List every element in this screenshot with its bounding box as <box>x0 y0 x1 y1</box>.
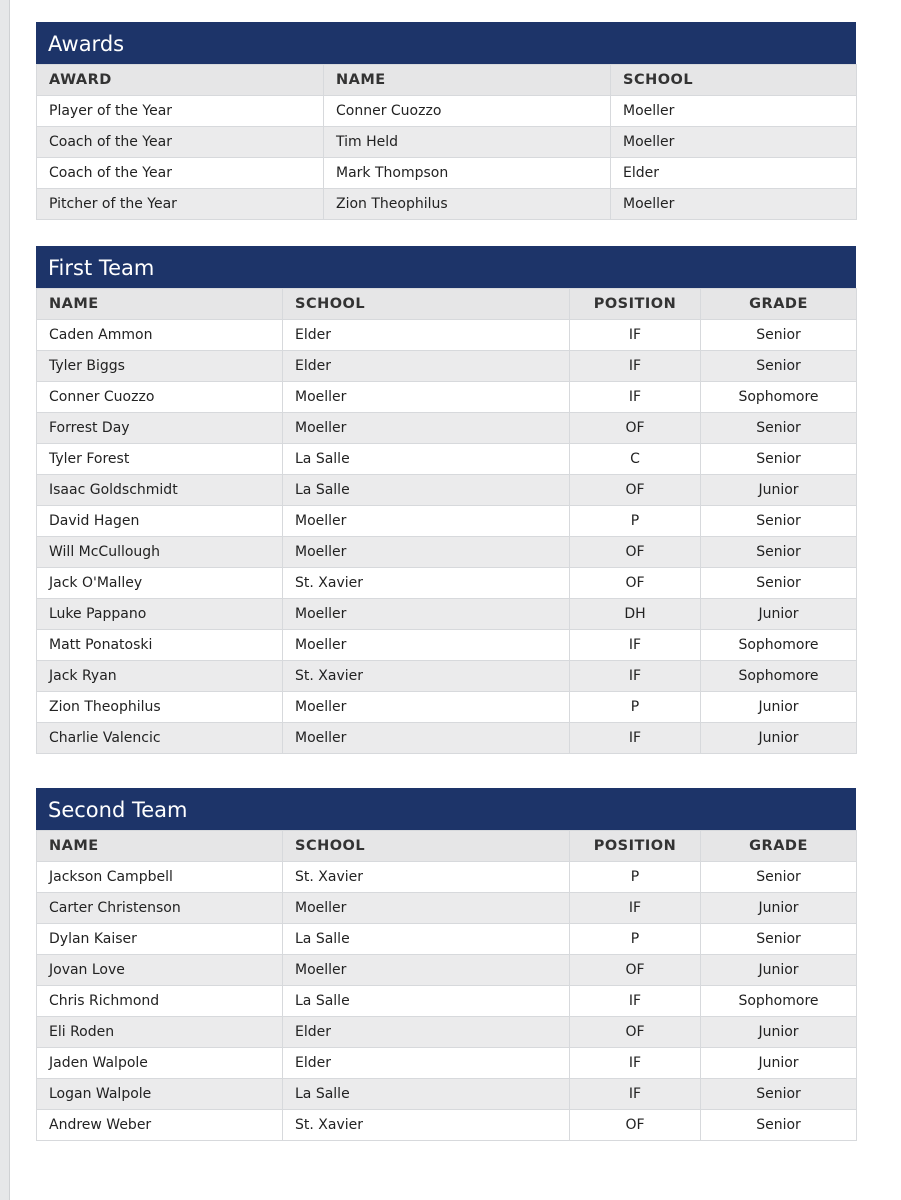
name-cell: Zion Theophilus <box>324 189 611 220</box>
school-cell: Moeller <box>283 692 570 723</box>
position-cell: IF <box>570 1048 701 1079</box>
grade-cell: Junior <box>701 1048 857 1079</box>
column-header-name: NAME <box>37 831 283 862</box>
grade-cell: Sophomore <box>701 661 857 692</box>
column-header-name: NAME <box>37 289 283 320</box>
grade-cell: Junior <box>701 955 857 986</box>
position-cell: IF <box>570 661 701 692</box>
table-row <box>37 351 857 382</box>
grade-cell: Senior <box>701 568 857 599</box>
table-row <box>37 568 857 599</box>
name-cell: Zion Theophilus <box>37 692 283 723</box>
school-cell: Moeller <box>283 599 570 630</box>
position-cell: DH <box>570 599 701 630</box>
school-cell: Moeller <box>283 413 570 444</box>
grade-cell: Senior <box>701 320 857 351</box>
school-cell: Moeller <box>283 506 570 537</box>
award-cell: Coach of the Year <box>37 158 324 189</box>
position-cell: IF <box>570 723 701 754</box>
position-cell: IF <box>570 382 701 413</box>
name-cell: Matt Ponatoski <box>37 630 283 661</box>
table-row <box>37 96 857 127</box>
second-team-table <box>36 830 857 1141</box>
name-cell: Isaac Goldschmidt <box>37 475 283 506</box>
grade-cell: Senior <box>701 413 857 444</box>
position-cell: OF <box>570 413 701 444</box>
school-cell: Moeller <box>283 537 570 568</box>
position-cell: IF <box>570 630 701 661</box>
name-cell: Caden Ammon <box>37 320 283 351</box>
name-cell: Andrew Weber <box>37 1110 283 1141</box>
grade-cell: Senior <box>701 537 857 568</box>
school-cell: Moeller <box>283 382 570 413</box>
position-cell: OF <box>570 955 701 986</box>
school-cell: St. Xavier <box>283 568 570 599</box>
table-row <box>37 444 857 475</box>
column-header-grade: GRADE <box>701 831 857 862</box>
second-team-title: Second Team <box>36 788 856 830</box>
grade-cell: Senior <box>701 1110 857 1141</box>
column-header-position: POSITION <box>570 289 701 320</box>
name-cell: Jovan Love <box>37 955 283 986</box>
awards-table <box>36 64 857 220</box>
table-row <box>37 537 857 568</box>
position-cell: P <box>570 862 701 893</box>
grade-cell: Senior <box>701 1079 857 1110</box>
table-row <box>37 893 857 924</box>
school-cell: Moeller <box>283 955 570 986</box>
table-row <box>37 506 857 537</box>
name-cell: Conner Cuozzo <box>324 96 611 127</box>
column-header-award: AWARD <box>37 65 324 96</box>
position-cell: OF <box>570 1017 701 1048</box>
position-cell: IF <box>570 320 701 351</box>
school-cell: Elder <box>611 158 857 189</box>
school-cell: La Salle <box>283 1079 570 1110</box>
award-cell: Player of the Year <box>37 96 324 127</box>
first-team-title: First Team <box>36 246 856 288</box>
name-cell: Tyler Forest <box>37 444 283 475</box>
name-cell: Jaden Walpole <box>37 1048 283 1079</box>
first-team-table <box>36 288 857 754</box>
grade-cell: Sophomore <box>701 630 857 661</box>
grade-cell: Senior <box>701 924 857 955</box>
name-cell: Chris Richmond <box>37 986 283 1017</box>
name-cell: Carter Christenson <box>37 893 283 924</box>
grade-cell: Junior <box>701 599 857 630</box>
position-cell: IF <box>570 986 701 1017</box>
school-cell: St. Xavier <box>283 1110 570 1141</box>
grade-cell: Senior <box>701 862 857 893</box>
school-cell: La Salle <box>283 475 570 506</box>
position-cell: OF <box>570 568 701 599</box>
grade-cell: Senior <box>701 506 857 537</box>
position-cell: OF <box>570 537 701 568</box>
school-cell: St. Xavier <box>283 661 570 692</box>
name-cell: Logan Walpole <box>37 1079 283 1110</box>
name-cell: Conner Cuozzo <box>37 382 283 413</box>
position-cell: P <box>570 924 701 955</box>
name-cell: Mark Thompson <box>324 158 611 189</box>
name-cell: Forrest Day <box>37 413 283 444</box>
table-row <box>37 320 857 351</box>
award-cell: Coach of the Year <box>37 127 324 158</box>
school-cell: La Salle <box>283 444 570 475</box>
position-cell: P <box>570 692 701 723</box>
position-cell: OF <box>570 1110 701 1141</box>
school-cell: St. Xavier <box>283 862 570 893</box>
school-cell: Moeller <box>611 127 857 158</box>
second-team-header-row <box>37 831 857 862</box>
grade-cell: Sophomore <box>701 986 857 1017</box>
position-cell: IF <box>570 351 701 382</box>
table-row <box>37 189 857 220</box>
first-team-header-row <box>37 289 857 320</box>
award-cell: Pitcher of the Year <box>37 189 324 220</box>
name-cell: Dylan Kaiser <box>37 924 283 955</box>
school-cell: Elder <box>283 1017 570 1048</box>
table-row <box>37 1110 857 1141</box>
grade-cell: Senior <box>701 351 857 382</box>
position-cell: IF <box>570 1079 701 1110</box>
position-cell: OF <box>570 475 701 506</box>
column-header-school: SCHOOL <box>283 289 570 320</box>
table-row <box>37 924 857 955</box>
school-cell: Moeller <box>611 189 857 220</box>
table-row <box>37 1048 857 1079</box>
awards-title: Awards <box>36 22 856 64</box>
school-cell: Elder <box>283 1048 570 1079</box>
school-cell: Moeller <box>283 893 570 924</box>
table-row <box>37 413 857 444</box>
table-row <box>37 1079 857 1110</box>
grade-cell: Sophomore <box>701 382 857 413</box>
school-cell: La Salle <box>283 986 570 1017</box>
table-row <box>37 862 857 893</box>
name-cell: Jack O'Malley <box>37 568 283 599</box>
first-team-section <box>36 246 856 754</box>
name-cell: Jackson Campbell <box>37 862 283 893</box>
table-row <box>37 382 857 413</box>
name-cell: Charlie Valencic <box>37 723 283 754</box>
grade-cell: Junior <box>701 692 857 723</box>
school-cell: Moeller <box>283 630 570 661</box>
column-header-school: SCHOOL <box>283 831 570 862</box>
school-cell: Elder <box>283 320 570 351</box>
school-cell: Moeller <box>283 723 570 754</box>
table-row <box>37 986 857 1017</box>
name-cell: Tyler Biggs <box>37 351 283 382</box>
second-team-section <box>36 788 856 1141</box>
table-row <box>37 661 857 692</box>
grade-cell: Junior <box>701 475 857 506</box>
grade-cell: Junior <box>701 893 857 924</box>
grade-cell: Junior <box>701 1017 857 1048</box>
column-header-name: NAME <box>324 65 611 96</box>
table-row <box>37 692 857 723</box>
table-row <box>37 475 857 506</box>
school-cell: Elder <box>283 351 570 382</box>
table-row <box>37 723 857 754</box>
awards-header-row <box>37 65 857 96</box>
left-edge-divider <box>0 0 10 1200</box>
column-header-school: SCHOOL <box>611 65 857 96</box>
name-cell: Will McCullough <box>37 537 283 568</box>
table-row <box>37 1017 857 1048</box>
name-cell: Tim Held <box>324 127 611 158</box>
awards-section <box>36 22 856 220</box>
grade-cell: Senior <box>701 444 857 475</box>
name-cell: Luke Pappano <box>37 599 283 630</box>
school-cell: La Salle <box>283 924 570 955</box>
name-cell: David Hagen <box>37 506 283 537</box>
table-row <box>37 630 857 661</box>
grade-cell: Junior <box>701 723 857 754</box>
table-row <box>37 955 857 986</box>
school-cell: Moeller <box>611 96 857 127</box>
name-cell: Eli Roden <box>37 1017 283 1048</box>
table-row <box>37 599 857 630</box>
position-cell: IF <box>570 893 701 924</box>
column-header-grade: GRADE <box>701 289 857 320</box>
table-row <box>37 158 857 189</box>
position-cell: P <box>570 506 701 537</box>
table-row <box>37 127 857 158</box>
position-cell: C <box>570 444 701 475</box>
name-cell: Jack Ryan <box>37 661 283 692</box>
column-header-position: POSITION <box>570 831 701 862</box>
